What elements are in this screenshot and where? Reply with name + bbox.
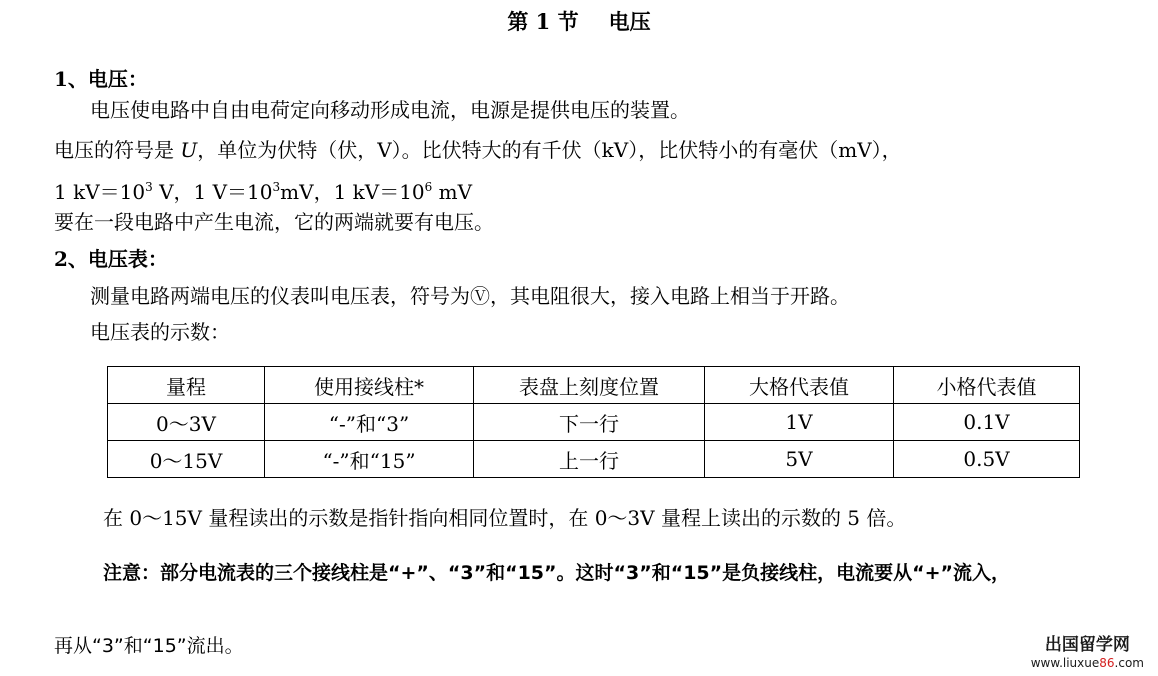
title-part2: 电压 xyxy=(608,9,651,34)
table-cell: 0～3V xyxy=(108,404,265,441)
note-line2: 再从“3”和“15”流出。 xyxy=(54,635,244,657)
table-header: 量程 xyxy=(108,367,265,404)
note-line1: 注意：部分电流表的三个接线柱是“+”、“3”和“15”。这时“3”和“15”是负接线柱，电流要从“+”流入， xyxy=(103,562,1011,584)
table-header: 小格代表值 xyxy=(894,367,1080,404)
table-header: 大格代表值 xyxy=(705,367,894,404)
table-row xyxy=(108,441,1080,478)
page-title xyxy=(0,8,1158,36)
watermark-logo xyxy=(1031,636,1144,672)
voltage-symbol: U xyxy=(180,138,198,162)
table-cell: 0.5V xyxy=(894,441,1080,478)
section1-line2: 电压的符号是 U，单位为伏特（伏，V）。比伏特大的有千伏（kV），比伏特小的有毫伏（mV）， xyxy=(54,138,902,162)
table-cell: 0.1V xyxy=(894,404,1080,441)
table-cell: “-”和“15” xyxy=(265,441,474,478)
range-ratio-text: 在 0～15V 量程读出的示数是指针指向相同位置时，在 0～3V 量程上读出的示数的 5 倍。 xyxy=(103,506,907,530)
section1-line1: 电压使电路中自由电荷定向移动形成电流，电源是提供电压的装置。 xyxy=(90,98,690,122)
section1-line3-conversions: 1 $kV=10^3$ V，1 $V=10^3mV$，1 $kV=10^6$ mV xyxy=(54,180,473,204)
table-header-row xyxy=(108,367,1080,404)
section2-line2: 电压表的示数： xyxy=(90,320,230,344)
section2-heading: 2、电压表： xyxy=(54,247,168,271)
watermark-url: www.liuxue86.com xyxy=(1030,656,1144,670)
table-cell: “-”和“3” xyxy=(265,404,474,441)
voltmeter-range-table xyxy=(107,366,1080,478)
section1-line4: 要在一段电路中产生电流，它的两端就要有电压。 xyxy=(54,210,494,234)
table-row xyxy=(108,404,1080,441)
watermark-text: 出国留学网 xyxy=(1044,635,1130,655)
table-cell: 1V xyxy=(705,404,894,441)
section2-line1: 测量电路两端电压的仪表叫电压表，符号为Ⓥ，其电阻很大，接入电路上相当于开路。 xyxy=(90,284,850,308)
table-cell: 下一行 xyxy=(474,404,705,441)
table-cell: 0～15V xyxy=(108,441,265,478)
table-cell: 上一行 xyxy=(474,441,705,478)
title-part1: 第 1 节 xyxy=(507,9,579,34)
table-cell: 5V xyxy=(705,441,894,478)
table-header: 使用接线柱* xyxy=(265,367,474,404)
section1-heading: 1、电压： xyxy=(54,67,148,91)
table-header: 表盘上刻度位置 xyxy=(474,367,705,404)
